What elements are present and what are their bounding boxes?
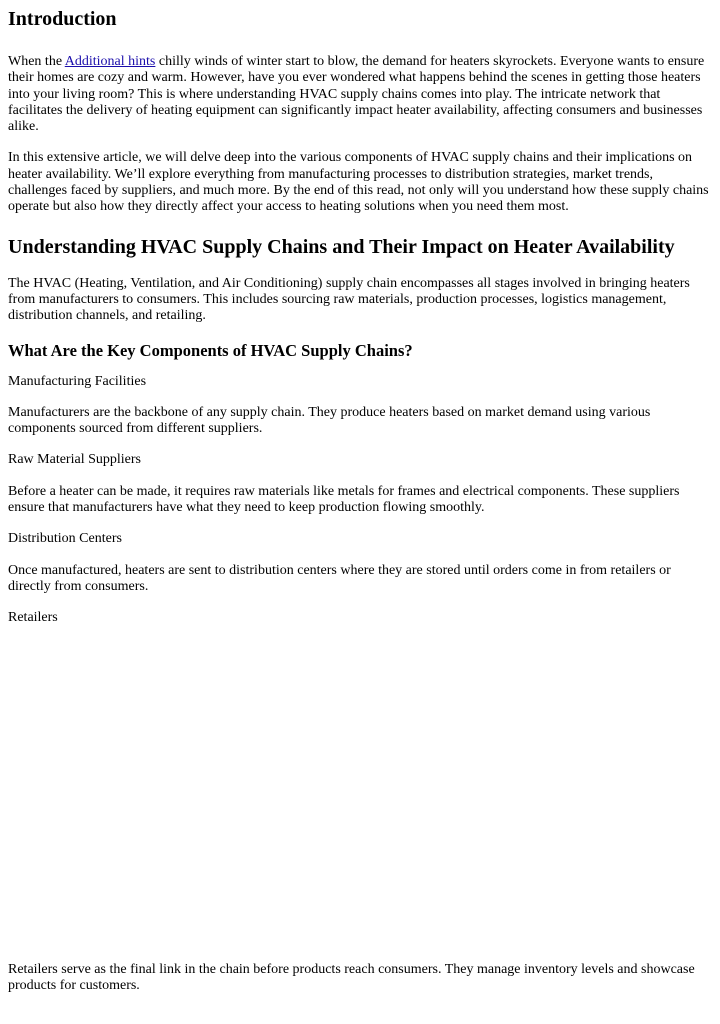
intro-heading: Introduction: [8, 8, 117, 30]
components-heading: What Are the Key Components of HVAC Supply Chains?: [8, 340, 413, 360]
section-heading: Understanding HVAC Supply Chains and Their Impact on Heater Availability: [8, 235, 675, 258]
component-title-retailers: Retailers: [8, 610, 58, 626]
intro-paragraph-2: In this extensive article, we will delve deep into the various components of HVAC supply chains and their implications on heater availability. We’ll explore everything from manufacturing processes to distribution strategies, market trends, challenges faced by suppliers, and much more. By the end of this read, not only will you understand how these supply chains operate but also how they directly affect your access to heating solutions when you need them most.: [8, 150, 709, 215]
component-title-distribution: Distribution Centers: [8, 531, 122, 547]
component-title-raw-materials: Raw Material Suppliers: [8, 452, 141, 468]
intro-p1-lead-text: When the: [8, 54, 65, 69]
intro-paragraph-1: [8, 54, 712, 135]
component-desc-retailers: Retailers serve as the final link in the chain before products reach consumers. They manage inventory levels and showcase products for customers.: [8, 962, 695, 994]
component-desc-manufacturing: Manufacturers are the backbone of any supply chain. They produce heaters based on market demand using various components sourced from different suppliers.: [8, 404, 651, 437]
intro-p1-body-text: chilly winds of winter start to blow, the demand for heaters skyrockets. Everyone wants to ensure their homes are cozy and warm. However, have you ever wondered what happens behind the scenes in getting those heaters into your living room? This is where understanding HVAC supply chains comes into play. The intricate network that facilitates the delivery of heating equipment can significantly impact heater availability, affecting consumers and businesses alike.: [8, 54, 705, 135]
additional-hints-link[interactable]: Additional hints: [64, 54, 156, 69]
component-desc-raw-materials: Before a heater can be made, it requires raw materials like metals for frames and electrical components. These suppliers ensure that manufacturers have what they need to keep production flowing smoothly.: [8, 483, 680, 516]
section-paragraph: The HVAC (Heating, Ventilation, and Air Conditioning) supply chain encompasses all stages involved in bringing heaters from manufacturers to consumers. This includes sourcing raw materials, production processes, logistics management, distribution channels, and retailing.: [8, 275, 690, 324]
component-title-manufacturing: Manufacturing Facilities: [8, 373, 147, 389]
component-desc-distribution: Once manufactured, heaters are sent to distribution centers where they are stored until orders come in from retailers or directly from consumers.: [8, 562, 671, 594]
blank-media-space: [8, 627, 712, 962]
article: [0, 7, 720, 995]
